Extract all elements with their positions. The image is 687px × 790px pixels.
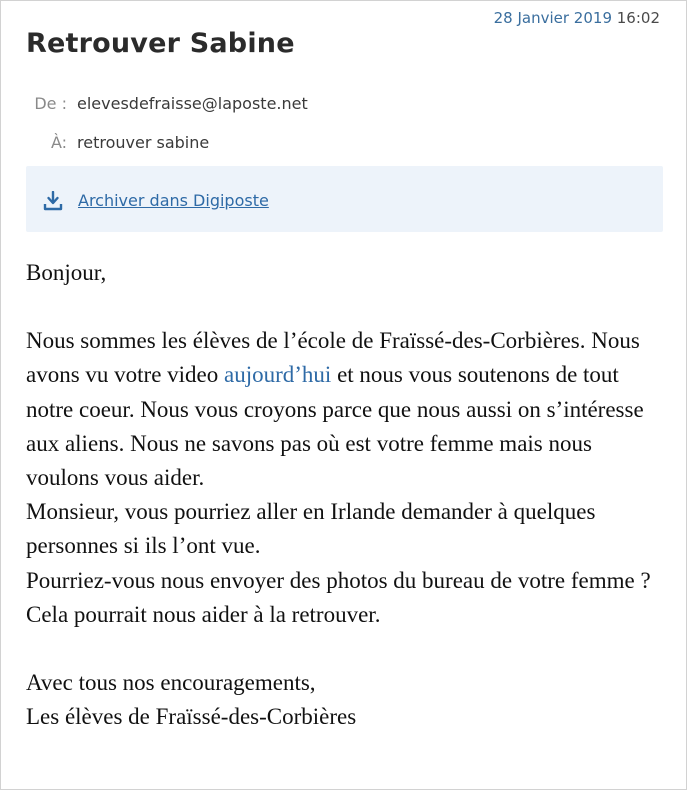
email-time: 16:02	[616, 9, 660, 27]
to-label: À:	[50, 133, 67, 152]
closing-line: Avec tous nos encouragements,	[26, 670, 316, 696]
signature: Les élèves de Fraïssé-des-Corbières	[26, 704, 357, 730]
from-label: De :	[34, 94, 67, 113]
body-paragraph-1	[26, 324, 666, 495]
sender-address[interactable]: elevesdefraisse@laposte.net	[77, 94, 308, 113]
paragraph-gap	[26, 632, 666, 666]
today-link[interactable]: aujourd’hui	[224, 362, 332, 388]
greeting: Bonjour,	[26, 260, 107, 285]
body-paragraph-2: Monsieur, vous pourriez aller en Irlande demander à quelques personnes si ils l’ont vue.	[26, 499, 596, 559]
body-paragraph-1-end: et nous vous soutenons de tout notre coeur. Nous vous croyons parce que nous aussi on s’intéresse aux aliens. Nous ne savons pas où est votre femme mais nous voulons vous aider.	[26, 362, 644, 491]
email-date: 28 Janvier 2019	[493, 9, 612, 27]
body-paragraph-3: Pourriez-vous nous envoyer des photos du bureau de votre femme ? Cela pourrait nous aider à la retrouver.	[26, 567, 651, 627]
paragraph-gap	[26, 290, 666, 324]
email-subject: Retrouver Sabine	[26, 28, 295, 59]
recipient-name[interactable]: retrouver sabine	[77, 133, 210, 152]
email-timestamp	[494, 9, 660, 27]
email-body	[26, 256, 666, 734]
archive-digiposte-link[interactable]: Archiver dans Digiposte	[78, 191, 269, 210]
download-tray-icon[interactable]	[43, 191, 63, 211]
body-paragraph-1-start: Nous sommes les élèves de l’école de Fraïssé-des-Corbières. Nous avons vu votre video	[26, 328, 640, 388]
archive-bar	[26, 166, 663, 232]
